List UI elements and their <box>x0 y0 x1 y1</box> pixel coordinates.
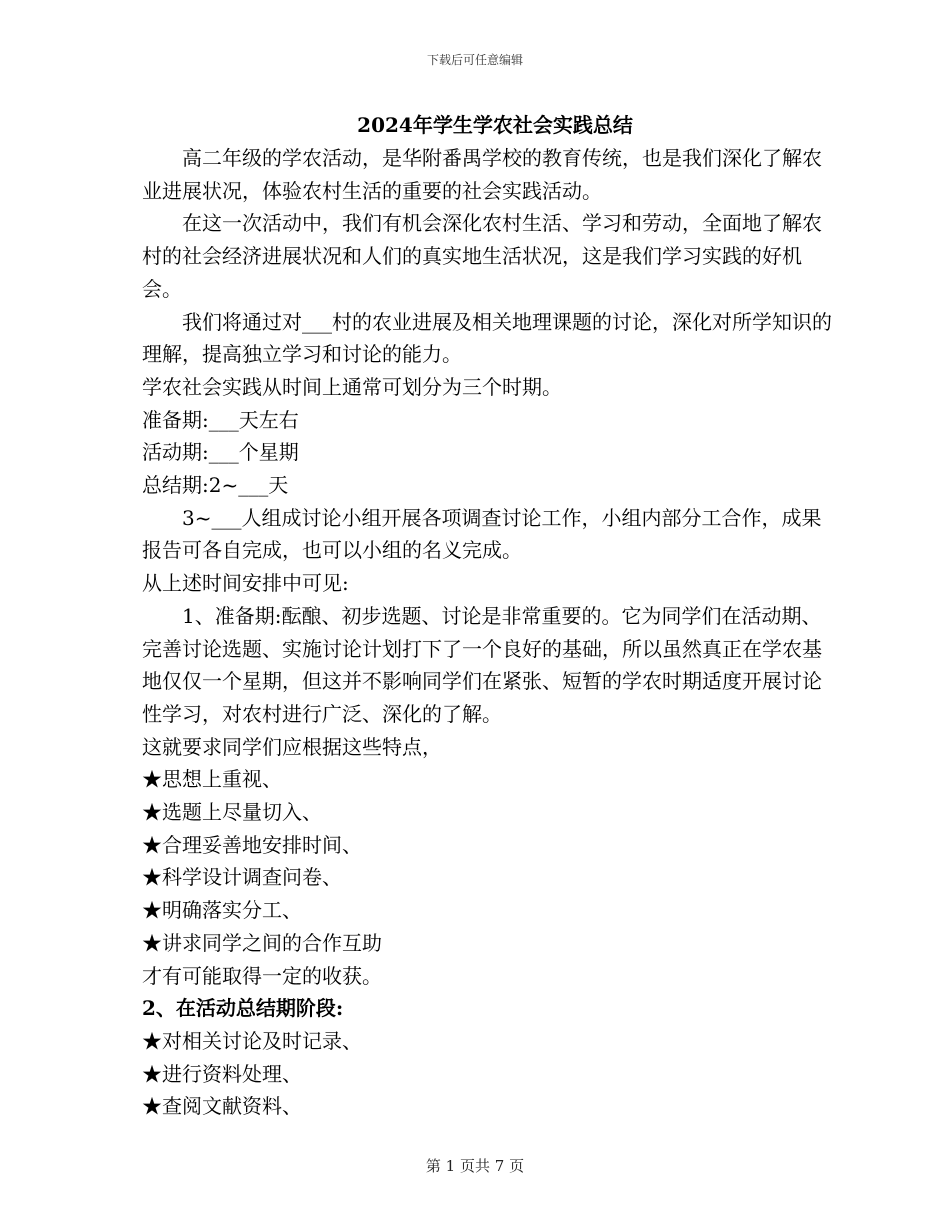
page-number: 第 1 页共 7 页 <box>425 1157 525 1175</box>
schedule-intro: 从上述时间安排中可见: <box>142 571 349 596</box>
requirement-item: ★讲求同学之间的合作互助 <box>142 930 382 955</box>
requirement-item: ★科学设计调查问卷、 <box>142 865 342 890</box>
activity-paragraph: 在这一次活动中，我们有机会深化农村生活、学习和劳动，全面地了解农村的社会经济进展状况和人们的真实地生活状况，这是我们学习实践的好机会。 <box>142 211 822 301</box>
point-one-paragraph: 1、准备期:酝酿、初步选题、讨论是非常重要的。它为同学们在活动期、完善讨论选题、实施讨论计划打下了一个良好的基础，所以虽然真正在学农基地仅仅一个星期，但这并不影响同学们在紧张、短暂的学农时期适度开展讨论性学习，对农村进行广泛、深化的了解。 <box>142 603 822 726</box>
requirement-item: ★明确落实分工、 <box>142 898 302 923</box>
period-summary: 总结期:2~___天 <box>142 473 289 498</box>
period-activity: 活动期:___个星期 <box>142 440 299 465</box>
period-preparation: 准备期:___天左右 <box>142 407 299 432</box>
requirement-item: ★合理妥善地安排时间、 <box>142 832 362 857</box>
summary-item: ★查阅文献资料、 <box>142 1094 302 1119</box>
requirement-item: ★选题上尽量切入、 <box>142 800 322 825</box>
group-paragraph: 3~___人组成讨论小组开展各项调查讨论工作，小组内部分工合作，成果报告可各自完成，也可以小组的名义完成。 <box>142 505 822 563</box>
point-two-heading: 2、在活动总结期阶段: <box>142 996 344 1021</box>
document-title: 2024年学生学农社会实践总结 <box>357 113 633 137</box>
page-header-note: 下载后可任意编辑 <box>426 53 523 67</box>
intro-paragraph: 高二年级的学农活动，是华附番禺学校的教育传统，也是我们深化了解农业进展状况，体验农村生活的重要的社会实践活动。 <box>142 146 822 203</box>
requirement-intro: 这就要求同学们应根据这些特点， <box>142 734 442 759</box>
summary-item: ★进行资料处理、 <box>142 1061 302 1086</box>
document-body <box>142 142 832 1123</box>
periods-intro: 学农社会实践从时间上通常可划分为三个时期。 <box>142 374 562 399</box>
requirement-item: ★思想上重视、 <box>142 767 282 792</box>
summary-item: ★对相关讨论及时记录、 <box>142 1028 362 1053</box>
requirement-outro: 才有可能取得一定的收获。 <box>142 963 382 988</box>
research-paragraph: 我们将通过对___村的农业进展及相关地理课题的讨论，深化对所学知识的理解，提高独立学习和讨论的能力。 <box>142 309 832 367</box>
